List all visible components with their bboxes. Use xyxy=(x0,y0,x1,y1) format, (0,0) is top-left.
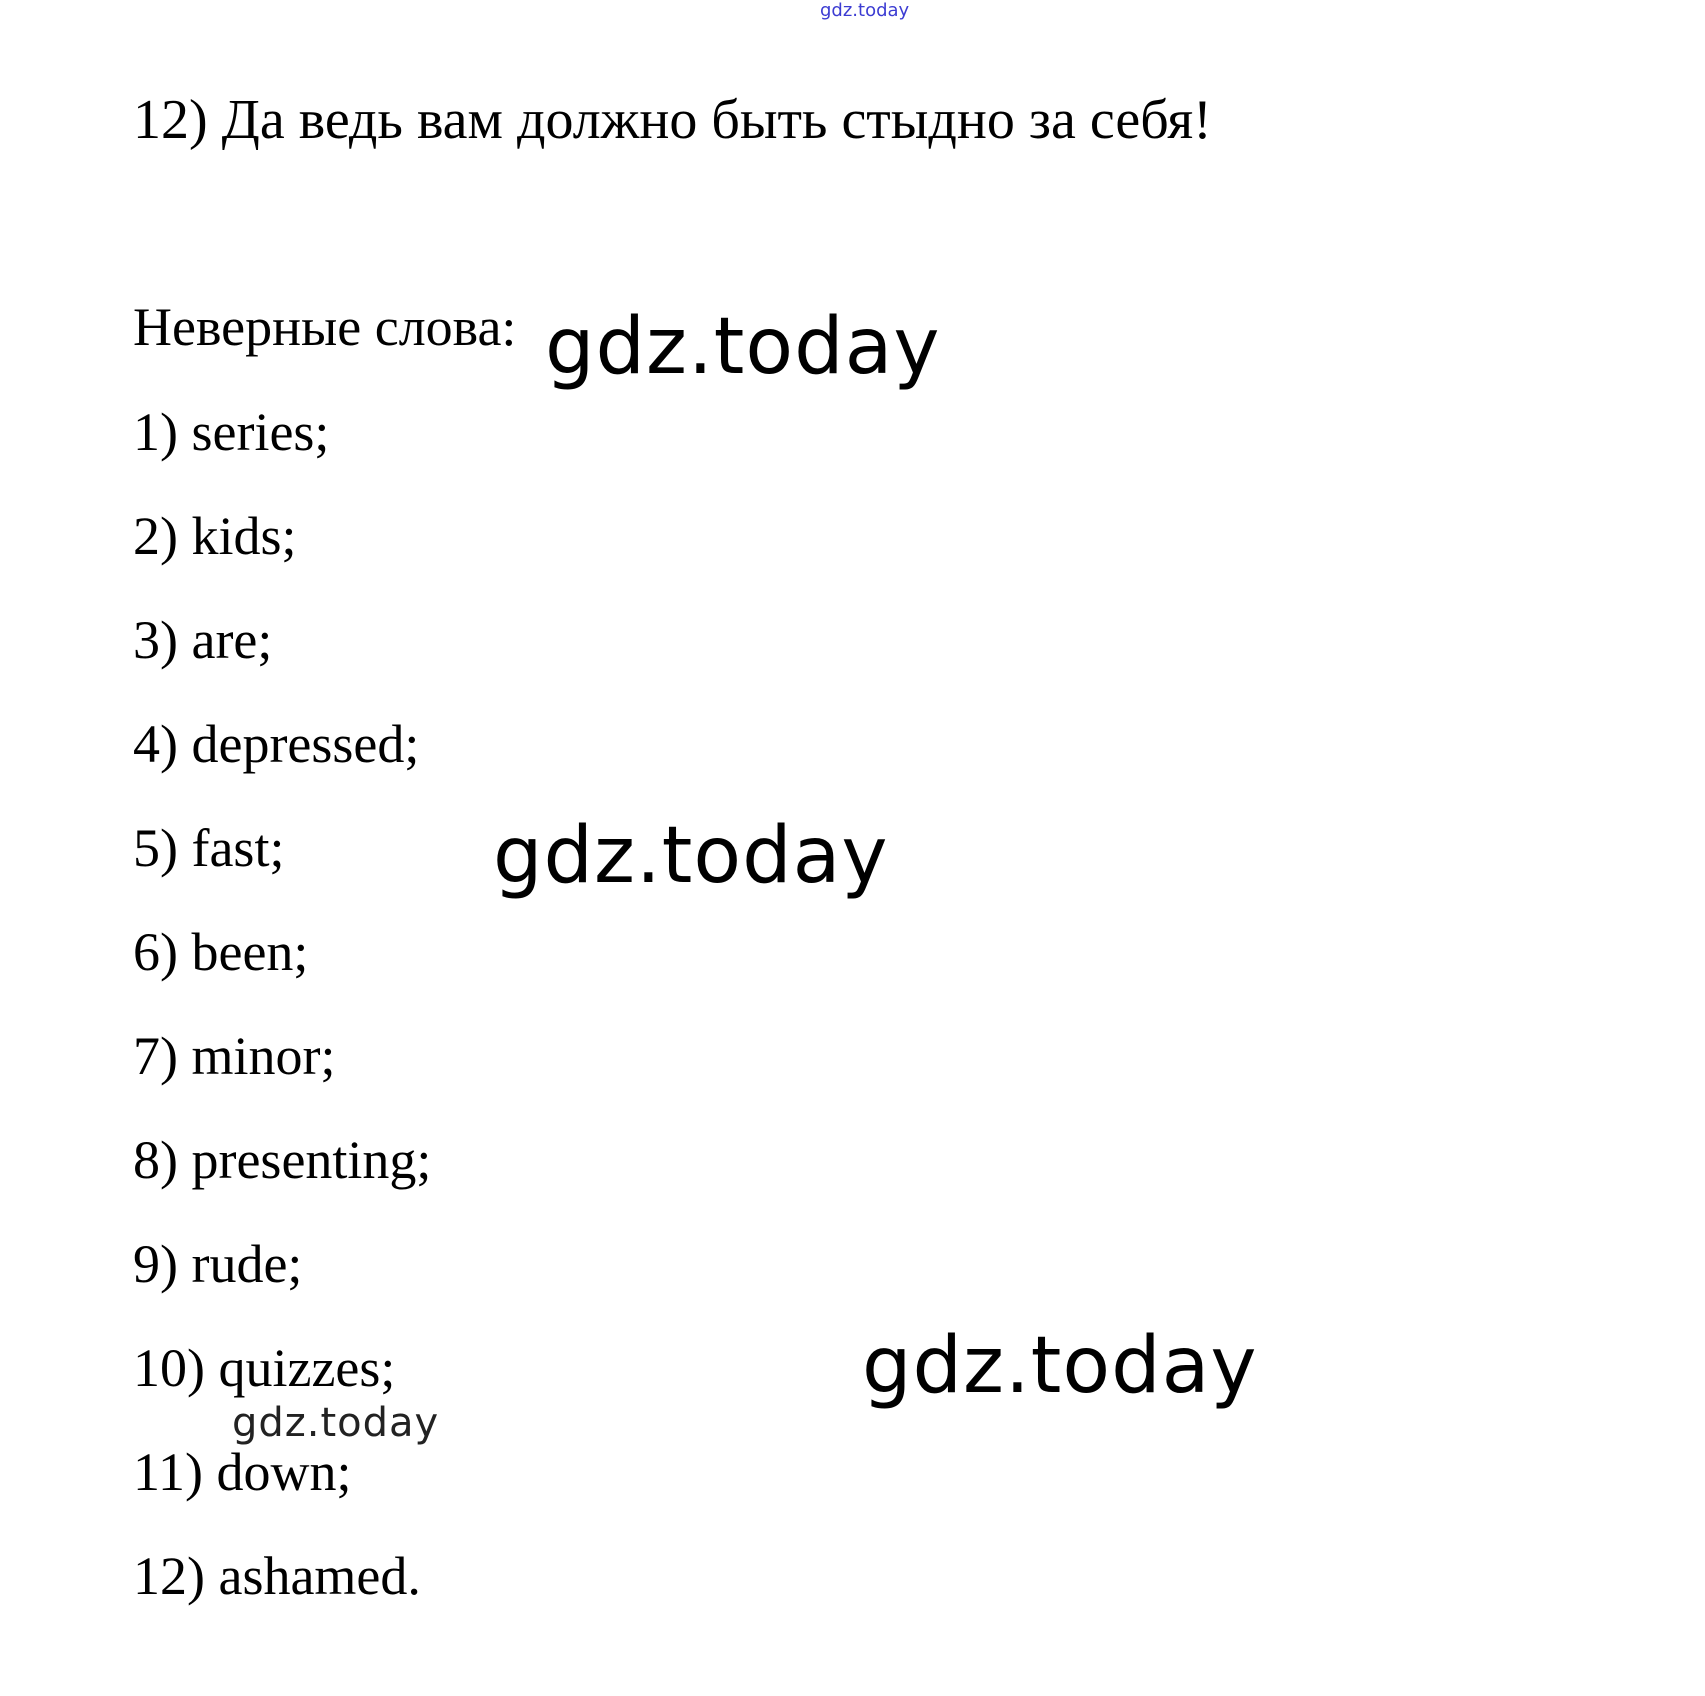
watermark: gdz.today xyxy=(862,1321,1258,1411)
watermark: gdz.today xyxy=(493,811,889,901)
watermark: gdz.today xyxy=(545,302,941,392)
list-item: 4) depressed; xyxy=(133,714,420,774)
list-item: 8) presenting; xyxy=(133,1130,432,1190)
watermark: gdz.today xyxy=(232,1400,440,1446)
list-item: 5) fast; xyxy=(133,818,285,878)
list-item: 1) series; xyxy=(133,402,330,462)
list-item: 10) quizzes; xyxy=(133,1338,396,1398)
list-item: 7) minor; xyxy=(133,1026,336,1086)
sentence-12: 12) Да ведь вам должно быть стыдно за себя! xyxy=(133,89,1212,151)
wrong-words-list xyxy=(133,397,431,1645)
list-item: 3) are; xyxy=(133,610,273,670)
list-item: 12) ashamed. xyxy=(133,1546,421,1606)
list-item: 6) been; xyxy=(133,922,309,982)
list-item: 9) rude; xyxy=(133,1234,303,1294)
list-item: 11) down; xyxy=(133,1442,352,1502)
top-watermark: gdz.today xyxy=(820,0,910,21)
list-item: 2) kids; xyxy=(133,506,297,566)
wrong-words-heading: Неверные слова: xyxy=(133,297,517,357)
